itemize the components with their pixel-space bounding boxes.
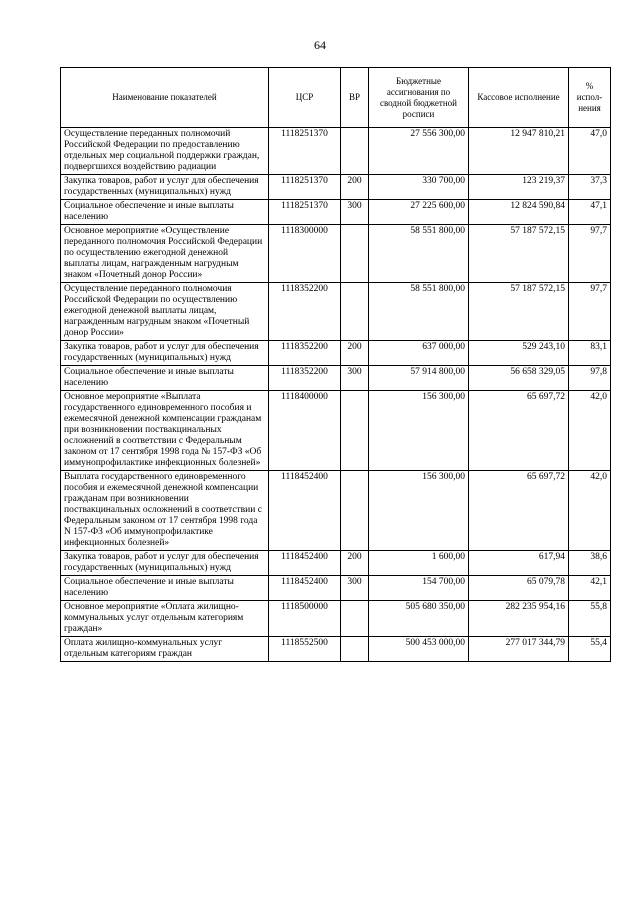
cell-plan: 500 453 000,00 [369,637,469,662]
header-pct: % испол-нения [569,68,611,128]
table-header-row [61,68,611,128]
cell-csr: 1118300000 [269,225,341,283]
cell-pct: 38,6 [569,551,611,576]
cell-pct: 42,0 [569,471,611,551]
cell-name: Закупка товаров, работ и услуг для обеспечения государственных (муниципальных) нужд [61,551,269,576]
cell-name: Основное мероприятие «Оплата жилищно-коммунальных услуг отдельным категориям граждан» [61,601,269,637]
cell-vr: 300 [341,576,369,601]
table-row [61,200,611,225]
table-row [61,601,611,637]
cell-pct: 47,1 [569,200,611,225]
cell-plan: 27 225 600,00 [369,200,469,225]
cell-exec: 617,94 [469,551,569,576]
cell-vr: 200 [341,551,369,576]
cell-exec: 282 235 954,16 [469,601,569,637]
cell-exec: 56 658 329,05 [469,366,569,391]
cell-plan: 1 600,00 [369,551,469,576]
table-row [61,175,611,200]
cell-csr: 1118251370 [269,128,341,175]
cell-plan: 27 556 300,00 [369,128,469,175]
cell-csr: 1118500000 [269,601,341,637]
cell-name: Оплата жилищно-коммунальных услуг отдельным категориям граждан [61,637,269,662]
cell-vr [341,391,369,471]
cell-name: Закупка товаров, работ и услуг для обеспечения государственных (муниципальных) нужд [61,175,269,200]
cell-pct: 37,3 [569,175,611,200]
cell-plan: 154 700,00 [369,576,469,601]
cell-vr [341,128,369,175]
cell-exec: 277 017 344,79 [469,637,569,662]
page-number: 64 [314,38,326,52]
cell-exec: 12 824 590,84 [469,200,569,225]
cell-name: Выплата государственного единовременного пособия и ежемесячной денежной компенсации гражданам при возникновении поствакцинальных осложнений в соответствии с Федеральным законом от 17 сентября 1998 года N 157-ФЗ «Об иммунопрофилактике инфекционных болезней» [61,471,269,551]
cell-vr: 300 [341,200,369,225]
cell-exec: 12 947 810,21 [469,128,569,175]
table-body [61,128,611,662]
table-row [61,128,611,175]
cell-exec: 65 697,72 [469,391,569,471]
cell-exec: 57 187 572,15 [469,283,569,341]
cell-pct: 97,7 [569,225,611,283]
table-row [61,283,611,341]
cell-exec: 123 219,37 [469,175,569,200]
cell-plan: 57 914 800,00 [369,366,469,391]
cell-csr: 1118352200 [269,341,341,366]
cell-plan: 156 300,00 [369,471,469,551]
cell-exec: 65 697,72 [469,471,569,551]
cell-name: Основное мероприятие «Выплата государственного единовременного пособия и ежемесячной денежной компенсации гражданам при возникновении поствакцинальных осложнений в соответствии с Федеральным законом от 17 сентября 1998 года № 157-ФЗ «Об иммунопрофилактике инфекционных болезней» [61,391,269,471]
cell-plan: 330 700,00 [369,175,469,200]
cell-pct: 55,4 [569,637,611,662]
cell-csr: 1118552500 [269,637,341,662]
table-row [61,366,611,391]
cell-csr: 1118452400 [269,471,341,551]
cell-csr: 1118452400 [269,576,341,601]
cell-vr: 200 [341,175,369,200]
cell-exec: 529 243,10 [469,341,569,366]
cell-pct: 42,1 [569,576,611,601]
cell-pct: 55,8 [569,601,611,637]
cell-name: Социальное обеспечение и иные выплаты населению [61,366,269,391]
table-row [61,225,611,283]
table-row [61,637,611,662]
cell-vr [341,225,369,283]
cell-vr: 200 [341,341,369,366]
cell-plan: 58 551 800,00 [369,225,469,283]
cell-csr: 1118251370 [269,175,341,200]
cell-vr [341,283,369,341]
header-plan: Бюджетные ассигнования по сводной бюджетной росписи [369,68,469,128]
cell-vr [341,471,369,551]
cell-name: Социальное обеспечение и иные выплаты населению [61,200,269,225]
table-row [61,551,611,576]
header-vr: ВР [341,68,369,128]
cell-csr: 1118352200 [269,366,341,391]
cell-pct: 47,0 [569,128,611,175]
cell-csr: 1118251370 [269,200,341,225]
cell-plan: 58 551 800,00 [369,283,469,341]
cell-name: Социальное обеспечение и иные выплаты населению [61,576,269,601]
cell-csr: 1118400000 [269,391,341,471]
table-row [61,341,611,366]
cell-csr: 1118352200 [269,283,341,341]
cell-pct: 83,1 [569,341,611,366]
cell-pct: 97,8 [569,366,611,391]
table-row [61,576,611,601]
cell-name: Основное мероприятие «Осуществление переданного полномочия Российской Федерации по осуществлению ежегодной денежной выплаты лицам, награжденным нагрудным знаком «Почетный донор России» [61,225,269,283]
cell-csr: 1118452400 [269,551,341,576]
cell-name: Закупка товаров, работ и услуг для обеспечения государственных (муниципальных) нужд [61,341,269,366]
budget-execution-table [60,67,611,662]
cell-vr [341,637,369,662]
cell-pct: 42,0 [569,391,611,471]
cell-vr [341,601,369,637]
cell-exec: 65 079,78 [469,576,569,601]
cell-name: Осуществление переданного полномочия Российской Федерации по осуществлению ежегодной денежной выплаты лицам, награжденным нагрудным знаком «Почетный донор России» [61,283,269,341]
cell-name: Осуществление переданных полномочий Российской Федерации по предоставлению отдельных мер социальной поддержки граждан, подвергшихся воздействию радиации [61,128,269,175]
table-row [61,391,611,471]
cell-vr: 300 [341,366,369,391]
header-name: Наименование показателей [61,68,269,128]
cell-pct: 97,7 [569,283,611,341]
cell-plan: 505 680 350,00 [369,601,469,637]
cell-exec: 57 187 572,15 [469,225,569,283]
header-csr: ЦСР [269,68,341,128]
header-exec: Кассовое исполнение [469,68,569,128]
table-row [61,471,611,551]
cell-plan: 156 300,00 [369,391,469,471]
cell-plan: 637 000,00 [369,341,469,366]
